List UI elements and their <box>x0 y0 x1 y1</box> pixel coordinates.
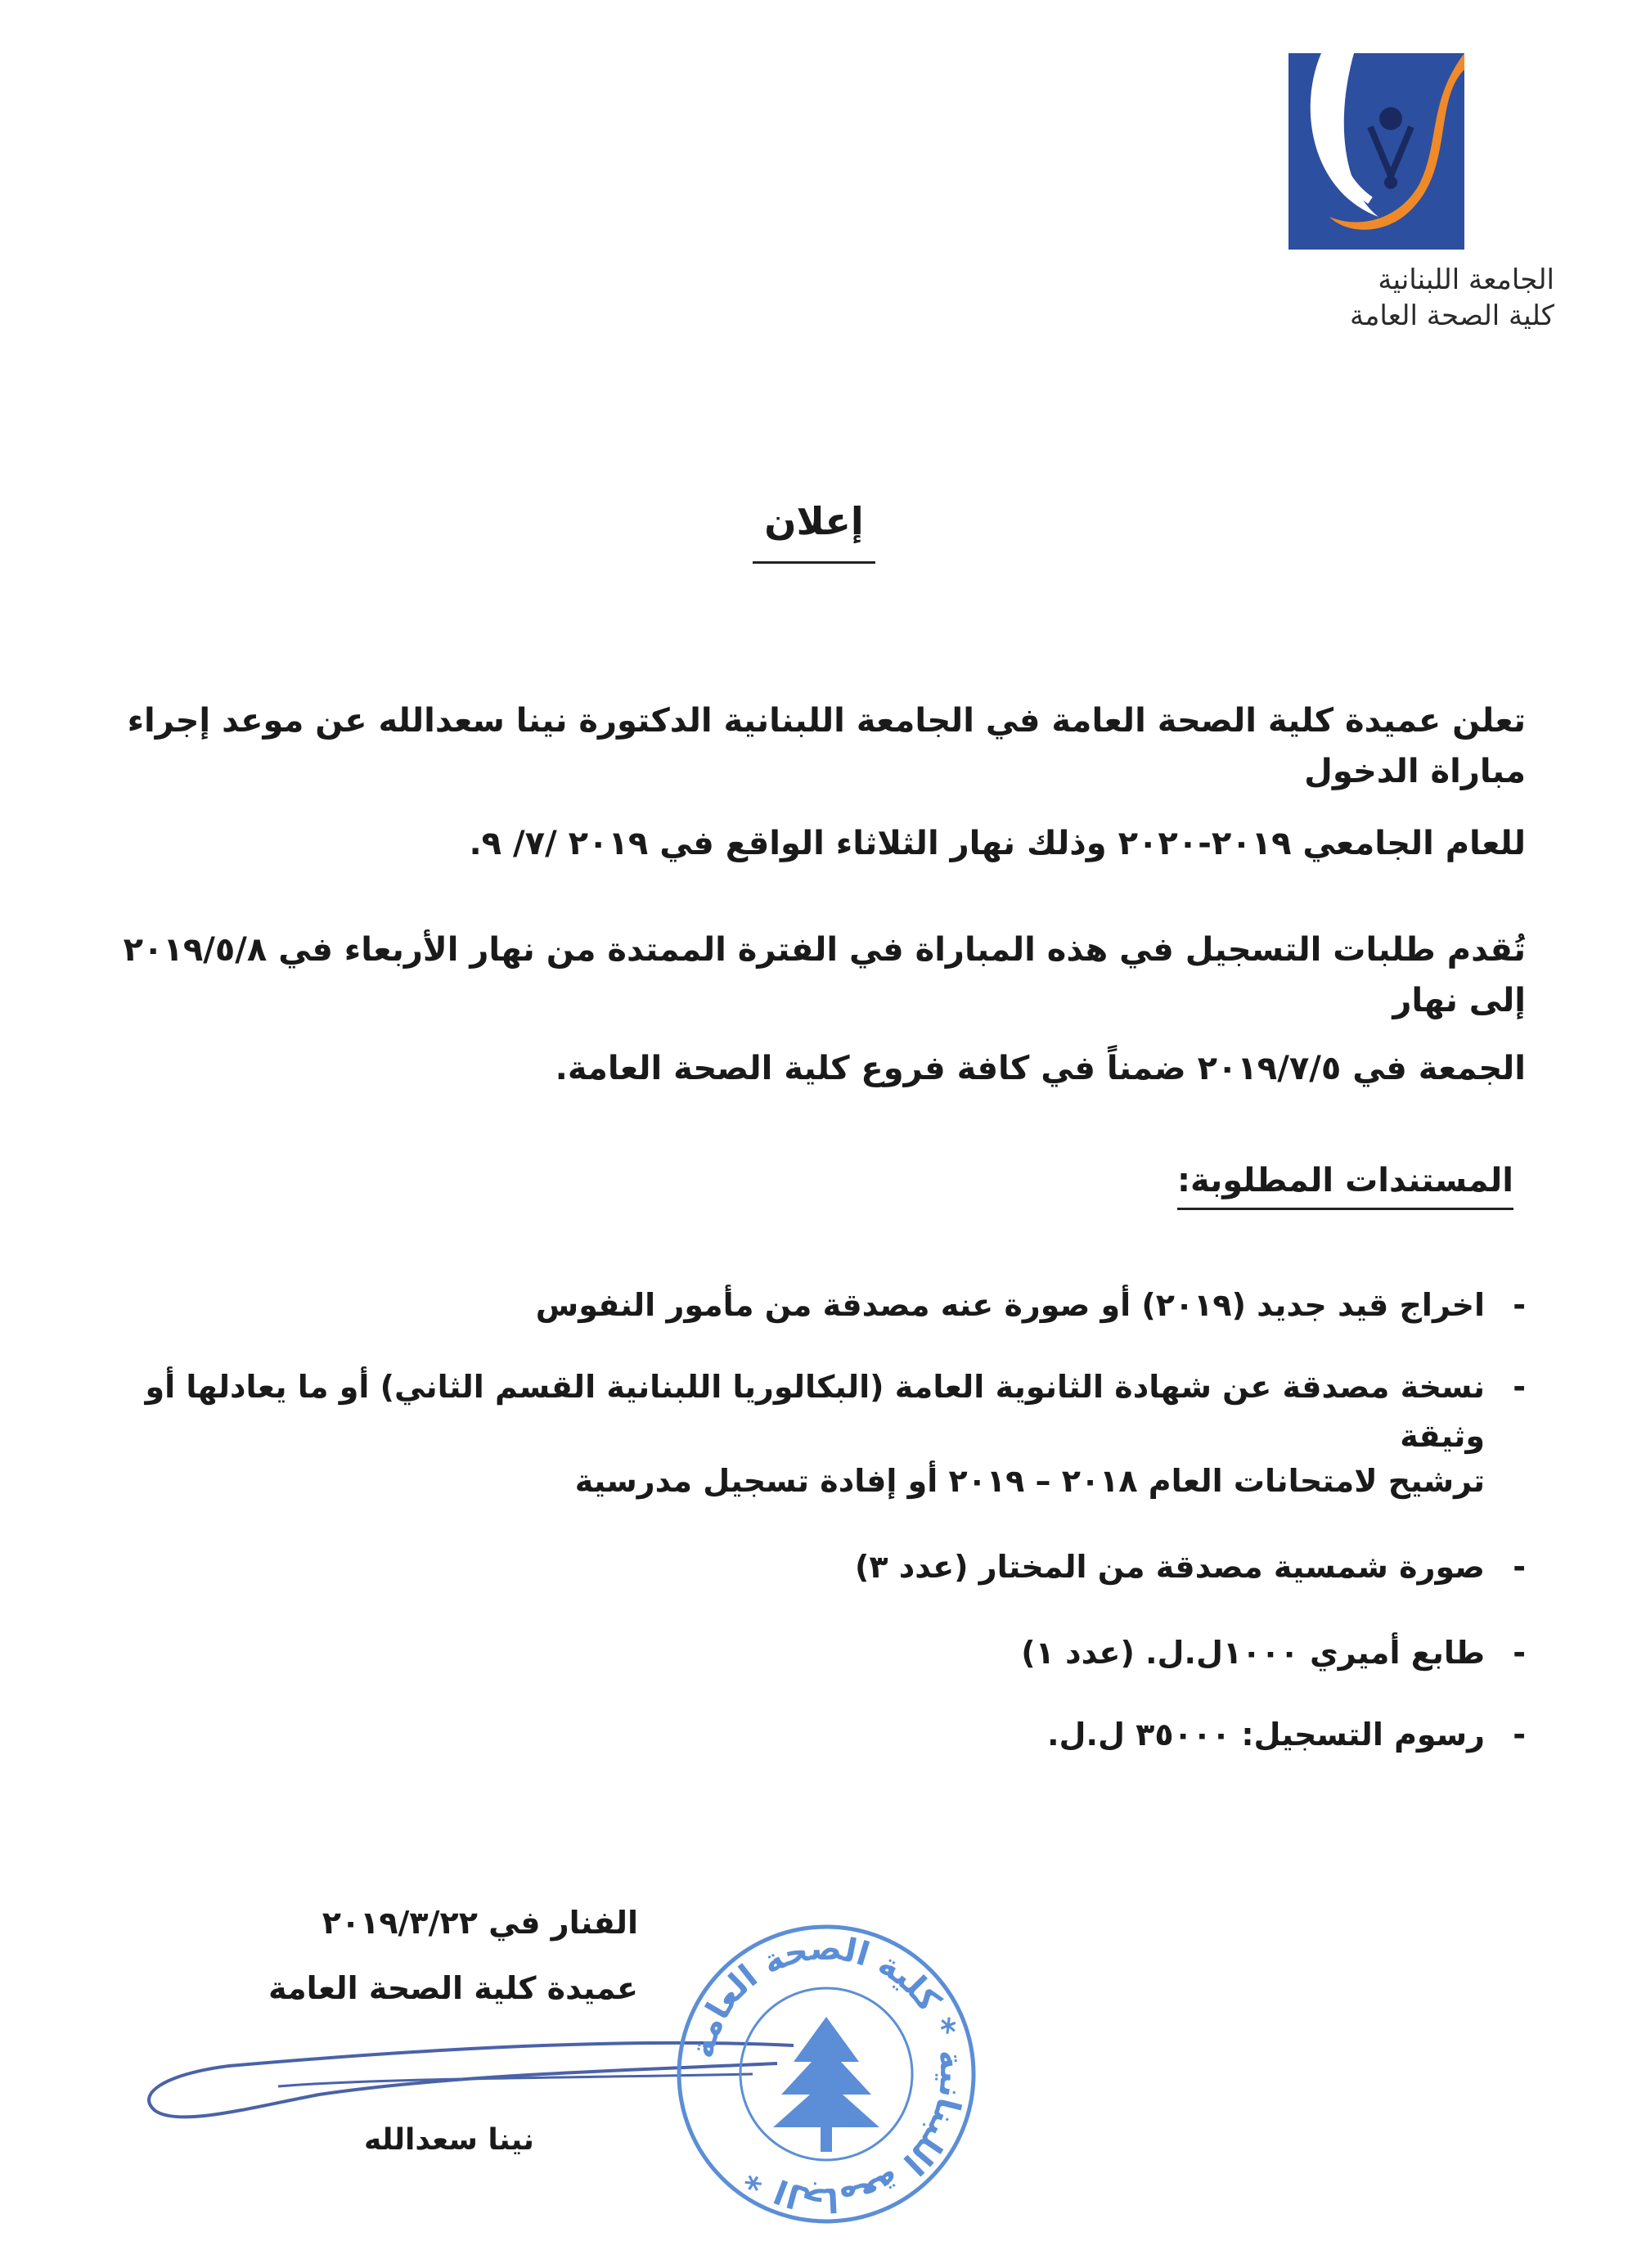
cedar-tree-icon <box>773 2017 879 2152</box>
paragraph-2-line-1: تُقدم طلبات التسجيل في هذه المباراة في الفترة الممتدة من نهار الأربعاء في ٢٠١٩/٥/٨ إلى نهار <box>123 931 1526 1019</box>
faculty-name: كلية الصحة العامة <box>1349 299 1554 332</box>
document-item <box>94 1362 1526 1460</box>
place-date: الفنار في ٢٠١٩/٣/٢٢ <box>322 1905 638 1941</box>
paragraph-1-line-1: تعلن عميدة كلية الصحة العامة في الجامعة اللبنانية الدكتورة نينا سعدالله عن موعد إجراء مباراة الدخول <box>127 702 1526 790</box>
signer-name: نينا سعدالله <box>364 2123 534 2157</box>
list-dash: - <box>1513 1549 1526 1585</box>
official-stamp <box>671 1919 982 2230</box>
document-item <box>94 1542 1526 1591</box>
document-item-text: رسوم التسجيل: ٣٥٠٠٠ ل.ل. <box>1047 1717 1485 1753</box>
document-item <box>94 1710 1526 1759</box>
signer-title: عميدة كلية الصحة العامة <box>268 1970 638 2006</box>
document-item-text: اخراج قيد جديد (٢٠١٩) أو صورة عنه مصدقة من مأمور النفوس <box>535 1287 1485 1323</box>
document-item-continuation: ترشيح لامتحانات العام ٢٠١٨ – ٢٠١٩ أو إفادة تسجيل مدرسية <box>574 1463 1485 1499</box>
paragraph-2-line-2: الجمعة في ٢٠١٩/٧/٥ ضمناً في كافة فروع كلية الصحة العامة. <box>555 1050 1526 1087</box>
document-item-text: طابع أميري ١٠٠٠ل.ل. (عدد ١) <box>1021 1635 1485 1671</box>
list-dash: - <box>1513 1635 1526 1671</box>
announcement-title-text: إعلان <box>753 499 875 564</box>
university-name: الجامعة اللبنانية <box>1378 263 1554 296</box>
announcement-title <box>0 499 1628 543</box>
university-name-text <box>1178 262 1554 334</box>
paragraph-1-line-2: للعام الجامعي ٢٠١٩-٢٠٢٠ وذلك نهار الثلاثاء الواقع في ٢٠١٩ /٧/ ٩. <box>469 825 1526 862</box>
document-item <box>94 1628 1526 1677</box>
document-item-text: صورة شمسية مصدقة من المختار (عدد ٣) <box>854 1549 1485 1585</box>
signature-block <box>245 1890 638 2021</box>
stamp-text: الجامعة اللبنانية * كلية الصحة العامة * <box>683 1929 971 2219</box>
required-documents-heading: المستندات المطلوبة: <box>1177 1162 1513 1210</box>
list-dash: - <box>1513 1287 1526 1323</box>
university-logo <box>1288 53 1464 250</box>
list-dash: - <box>1513 1369 1526 1405</box>
document-item <box>94 1280 1526 1330</box>
document-item-text: نسخة مصدقة عن شهادة الثانوية العامة (البكالوريا اللبنانية القسم الثاني) أو ما يعادلها أو وثيقة <box>145 1369 1485 1454</box>
list-dash: - <box>1513 1717 1526 1753</box>
